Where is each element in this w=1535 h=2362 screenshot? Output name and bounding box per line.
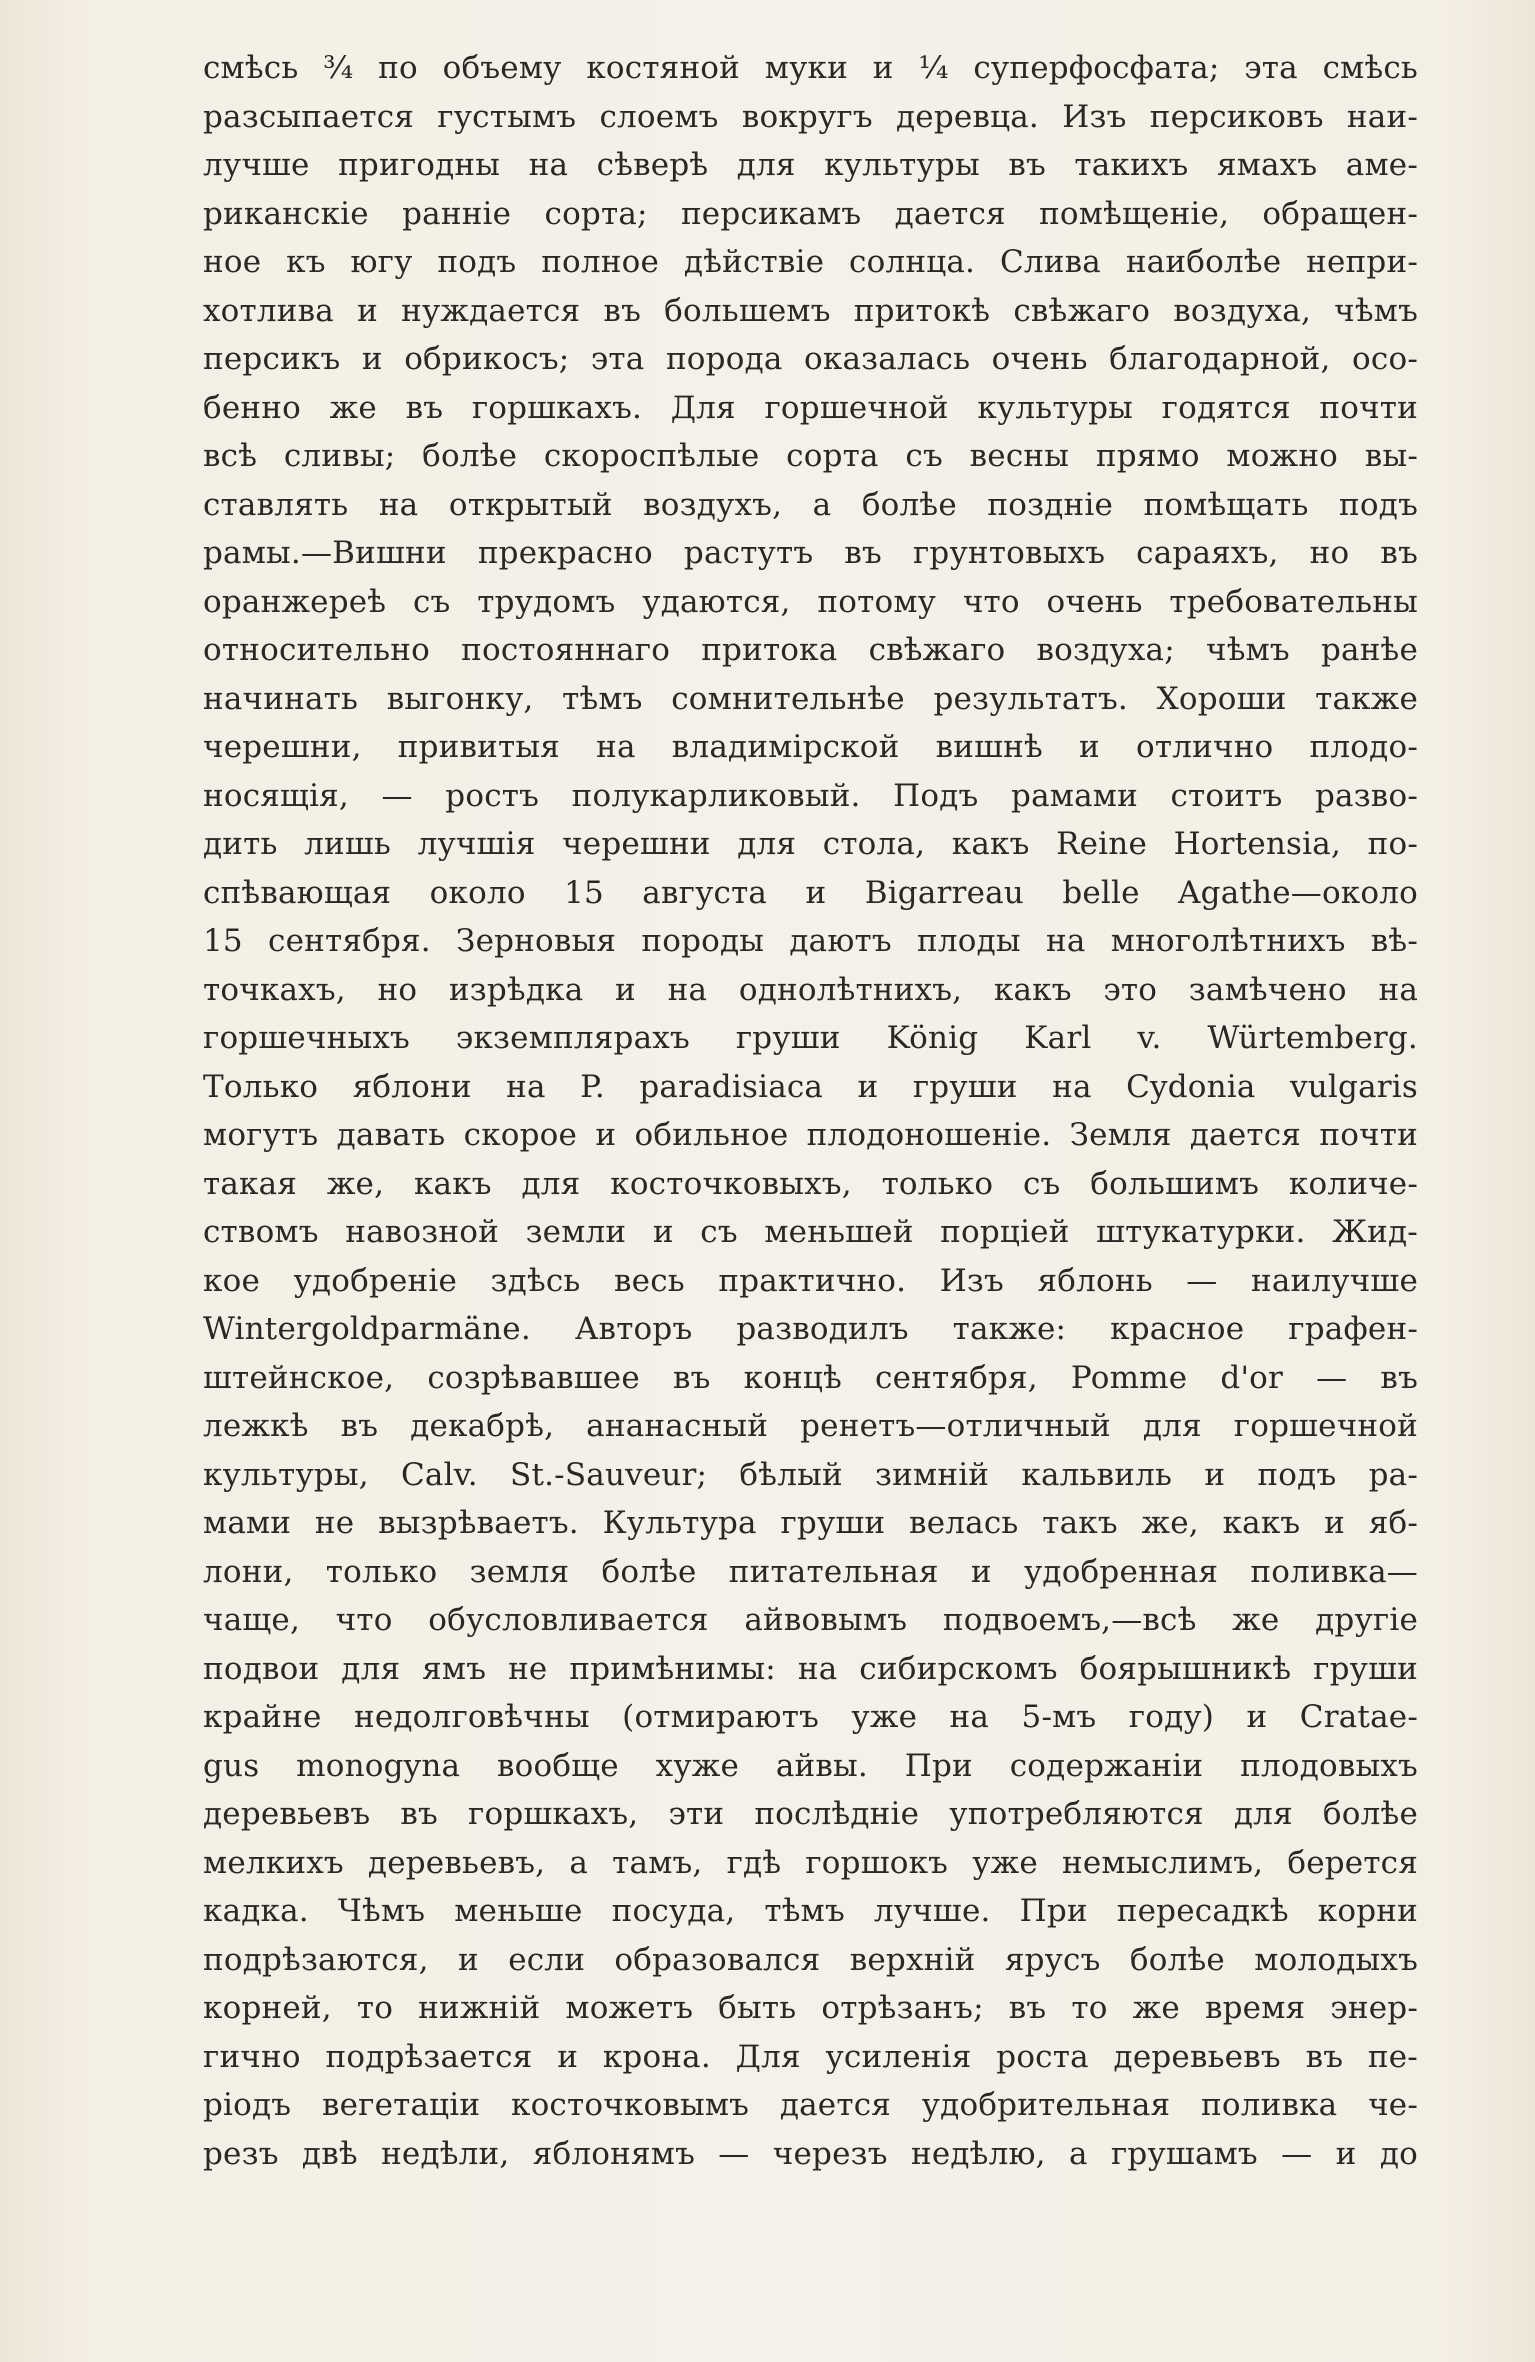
text-line: всѣ сливы; болѣе скороспѣлые сорта съ весны прямо можно вы- <box>203 438 1418 474</box>
text-line: разсыпается густымъ слоемъ вокругъ деревца. Изъ персиковъ наи- <box>203 98 1418 135</box>
text-line: персикъ и обрикосъ; эта порода оказалась очень благодарной, осо- <box>203 341 1418 377</box>
text-line: относительно постояннаго притока свѣжаго воздуха; чѣмъ ранѣе <box>203 632 1418 668</box>
text-line: корней, то нижній можетъ быть отрѣзанъ; въ то же время энер- <box>203 1990 1418 2026</box>
text-line: ное къ югу подъ полное дѣйствіе солнца. Слива наиболѣе непри- <box>203 244 1418 280</box>
text-line: Wintergoldparmäne. Авторъ разводилъ также: красное графен- <box>203 1311 1418 1347</box>
text-line: гично подрѣзается и крона. Для усиленія роста деревьевъ въ пе- <box>203 2038 1418 2075</box>
text-line: резъ двѣ недѣли, яблонямъ — черезъ недѣлю, а грушамъ — и до <box>203 2135 1418 2172</box>
text-line: мами не вызрѣваетъ. Культура груши велась такъ же, какъ и яб- <box>203 1505 1418 1541</box>
text-line: подвои для ямъ не примѣнимы: на сибирскомъ боярышникѣ груши <box>203 1650 1418 1687</box>
text-line: подрѣзаются, и если образовался верхній ярусъ болѣе молодыхъ <box>203 1941 1418 1978</box>
text-line: спѣвающая около 15 августа и Bigarreau belle Agathe—около <box>203 874 1418 911</box>
text-line: ріодъ вегетаціи косточковымъ дается удобрительная поливка че- <box>203 2087 1418 2123</box>
text-line: мелкихъ деревьевъ, а тамъ, гдѣ горшокъ уже немыслимъ, берется <box>203 1844 1418 1881</box>
text-line: Только яблони на P. paradisiaca и груши на Cydonia vulgaris <box>203 1068 1418 1105</box>
text-line: чаще, что обусловливается айвовымъ подвоемъ,—всѣ же другіе <box>203 1602 1418 1638</box>
text-line: ставлять на открытый воздухъ, а болѣе поздніе помѣщать подъ <box>203 486 1418 523</box>
text-line: кадка. Чѣмъ меньше посуда, тѣмъ лучше. При пересадкѣ корни <box>203 1893 1418 1929</box>
text-line: хотлива и нуждается въ большемъ притокѣ свѣжаго воздуха, чѣмъ <box>203 292 1418 329</box>
text-line: горшечныхъ экземплярахъ груши König Karl v. Würtemberg. <box>203 1020 1418 1056</box>
text-line: черешни, привитыя на владимірской вишнѣ и отлично плодо- <box>203 729 1418 765</box>
text-line: крайне недолговѣчны (отмираютъ уже на 5-мъ году) и Cratae- <box>203 1699 1418 1735</box>
text-line: смѣсь ¾ по объему костяной муки и ¼ суперфосфата; эта смѣсь <box>203 50 1418 86</box>
text-line: культуры, Calv. St.-Sauveur; бѣлый зимній кальвиль и подъ ра- <box>203 1456 1418 1493</box>
text-line: начинать выгонку, тѣмъ сомнительнѣе результатъ. Хороши также <box>203 680 1418 717</box>
text-line: 15 сентября. Зерновыя породы даютъ плоды на многолѣтнихъ вѣ- <box>203 923 1418 959</box>
text-line: риканскіе ранніе сорта; персикамъ дается помѣщеніе, обращен- <box>203 195 1418 232</box>
text-line: рамы.—Вишни прекрасно растутъ въ грунтовыхъ сараяхъ, но въ <box>203 535 1418 571</box>
text-line: лучше пригодны на сѣверѣ для культуры въ такихъ ямахъ аме- <box>203 147 1418 183</box>
text-line: кое удобреніе здѣсь весь практично. Изъ яблонь — наилучше <box>203 1262 1418 1299</box>
text-line: носящія, — ростъ полукарликовый. Подъ рамами стоитъ разво- <box>203 777 1418 814</box>
text-line: штейнское, созрѣвавшее въ концѣ сентября, Pomme d'or — въ <box>203 1359 1418 1396</box>
page-text-block <box>203 44 1418 2178</box>
text-line: деревьевъ въ горшкахъ, эти послѣдніе употребляются для болѣе <box>203 1796 1418 1832</box>
text-line: могутъ давать скорое и обильное плодоношеніе. Земля дается почти <box>203 1117 1418 1153</box>
text-line: бенно же въ горшкахъ. Для горшечной культуры годятся почти <box>203 389 1418 426</box>
text-line: оранжереѣ съ трудомъ удаются, потому что очень требовательны <box>203 583 1418 620</box>
text-line: gus monogyna вообще хуже айвы. При содержаніи плодовыхъ <box>203 1747 1418 1784</box>
text-line: ствомъ навозной земли и съ меньшей порціей штукатурки. Жид- <box>203 1214 1418 1250</box>
text-line: лежкѣ въ декабрѣ, ананасный ренетъ—отличный для горшечной <box>203 1408 1418 1444</box>
text-line: такая же, какъ для косточковыхъ, только съ большимъ количе- <box>203 1165 1418 1202</box>
text-line: дить лишь лучшія черешни для стола, какъ Reine Hortensia, по- <box>203 826 1418 862</box>
text-line: лони, только земля болѣе питательная и удобренная поливка— <box>203 1553 1418 1590</box>
text-line: точкахъ, но изрѣдка и на однолѣтнихъ, какъ это замѣчено на <box>203 971 1418 1008</box>
